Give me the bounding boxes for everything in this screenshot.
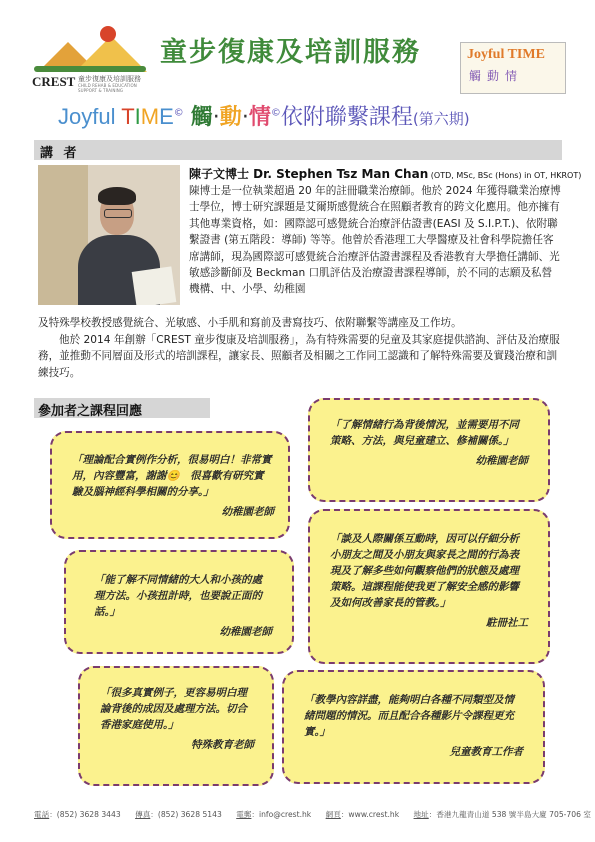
address-label: 地址 — [413, 810, 429, 819]
fax-label: 傳真 — [135, 810, 151, 819]
fax-number: ：(852) 3628 5143 — [150, 810, 222, 819]
feedback-bubble — [308, 509, 550, 664]
copyright-mark-2: © — [270, 107, 281, 119]
feedback-quote: 「很多真實例子，更容易明白理論背後的成因及處理方法。切合香港家庭使用。」 — [100, 687, 247, 731]
course-title-touch: 觸 — [190, 105, 213, 130]
course-title-joyful: Joyful — [58, 104, 122, 129]
speaker-heading: 講 者 — [40, 146, 80, 161]
course-title-move: 動 — [219, 105, 242, 130]
feedback-bubble — [282, 670, 545, 784]
feedback-author: 幼稚園老師 — [221, 506, 274, 518]
logo-sun — [100, 26, 116, 42]
speaker-bio-paragraph-2: 及特殊學校教授感覺統合、光敏感、小手肌和寫前及書寫技巧、依附聯繫等講座及工作坊。 — [38, 317, 462, 329]
course-title — [58, 100, 470, 131]
joyful-time-logo-line2: 觸動情 — [469, 69, 524, 83]
feedback-bubble — [50, 431, 290, 539]
feedback-bubble — [64, 550, 294, 654]
feedback-quote: 「教學內容詳盡，能夠明白各種不同類型及情緒問題的情況。而且配合各種影片令課程更充實。」 — [304, 694, 514, 738]
feedback-quote: 「理論配合實例作分析，很易明白！非常實用，內容豐富，謝謝😊 很喜歡有研究實驗及腦神經科學相關的分享。」 — [72, 454, 272, 498]
organization-title: 童步復康及培訓服務 — [160, 37, 421, 68]
time-letter-i: I — [134, 104, 141, 129]
title-dot-1: · — [212, 105, 220, 130]
web-link[interactable]: ：www.crest.hk — [340, 810, 400, 819]
time-letter-t: T — [121, 104, 135, 129]
time-letter-m: M — [140, 104, 160, 129]
copyright-mark: © — [173, 107, 184, 119]
feedback-author: 特殊教育老師 — [191, 739, 254, 751]
logo-chinese-name: 童步復康及培訓服務 — [78, 75, 141, 83]
course-title-rest: 依附聯繫課程 — [280, 105, 413, 130]
joyful-time-logo-line1: Joyful TIME — [467, 47, 545, 62]
title-dot-2: · — [241, 105, 249, 130]
feedback-bubble — [78, 666, 274, 786]
crest-logo — [30, 22, 150, 92]
logo-wave — [34, 66, 146, 72]
feedback-author: 幼稚園老師 — [475, 455, 528, 467]
feedback-bubble — [308, 398, 550, 502]
contact-footer — [34, 809, 591, 820]
feedback-author: 幼稚園老師 — [219, 626, 272, 638]
address-text: ：香港九龍青山道 538 號半島大廈 705-706 室 — [428, 810, 591, 819]
email-link[interactable]: ：info@crest.hk — [251, 810, 312, 819]
speaker-name-text: 陳子文博士 Dr. Stephen Tsz Man Chan — [189, 167, 429, 181]
speaker-name — [189, 165, 581, 182]
course-phase: (第六期) — [412, 110, 470, 128]
time-letter-e: E — [159, 104, 174, 129]
feedback-quote: 「談及人際關係互動時，因可以仔細分析小朋友之間及小朋友與家長之間的行為表現及了解多些如何觀察他們的狀態及處理策略。這課程能使我更了解安全感的影響及如何改善家長的管教。」 — [330, 533, 519, 609]
feedback-quote: 「了解情緒行為背後情況，並需要用不同策略、方法，與兒童建立、修補關係。」 — [330, 419, 519, 447]
speaker-bio-paragraph-1: 陳博士是一位執業超過 20 年的註冊職業治療師。他於 2024 年獲得職業治療博士學位，博士研究課題是艾爾斯感覺統合在照顧者教育的跨文化應用。他亦擁有其他專業資格，如：國際認可感覺統合治療評估證書(EASI 及 S.I.P.T.)、依附聯繫證書 (第五階段：導師) 等等。他曾於香港理工大學醫療及社會科學院擔任客席講師，現為國際認可感覺統合治療評估證書課程及香港教育大學擔任講師、光敏感診斷師及 Beckman 口肌評估及治療證書課程導師，於不同的志願及私營機構、中、小學、幼稚園 — [189, 185, 561, 296]
speaker-photo — [38, 165, 180, 305]
course-title-time — [121, 104, 174, 129]
logo-english-name: CHILD REHAB & EDUCATION SUPPORT & TRAINING — [78, 83, 137, 93]
feedback-author: 駐冊社工 — [486, 617, 528, 629]
phone-number: ：(852) 3628 3443 — [49, 810, 121, 819]
feedback-author: 兒童教育工作者 — [449, 746, 523, 758]
speaker-section-bar — [34, 140, 562, 160]
web-label: 網頁 — [325, 810, 341, 819]
email-label: 電郵 — [236, 810, 252, 819]
feedback-heading: 參加者之課程回應 — [38, 404, 143, 419]
logo-wordmark: CREST — [32, 74, 76, 89]
joyful-time-logo — [460, 42, 566, 94]
course-title-feel: 情 — [248, 105, 271, 130]
speaker-credentials: (OTD, MSc, BSc (Hons) in OT, HKROT) — [428, 171, 582, 180]
speaker-bio-paragraph-3: 他於 2014 年創辦「CREST 童步復康及培訓服務」，為有特殊需要的兒童及其家庭提供諮詢、評估及治療服務，並推動不同層面及形式的培訓課程，讓家長、照顧者及相關之工作同工認識和了解特殊需要及實踐治療和訓練技巧。 — [38, 334, 560, 379]
feedback-quote: 「能了解不同情緒的大人和小孩的處理方法。小孩扭計時，也要說正面的話。」 — [94, 574, 262, 618]
phone-label: 電話 — [34, 810, 50, 819]
